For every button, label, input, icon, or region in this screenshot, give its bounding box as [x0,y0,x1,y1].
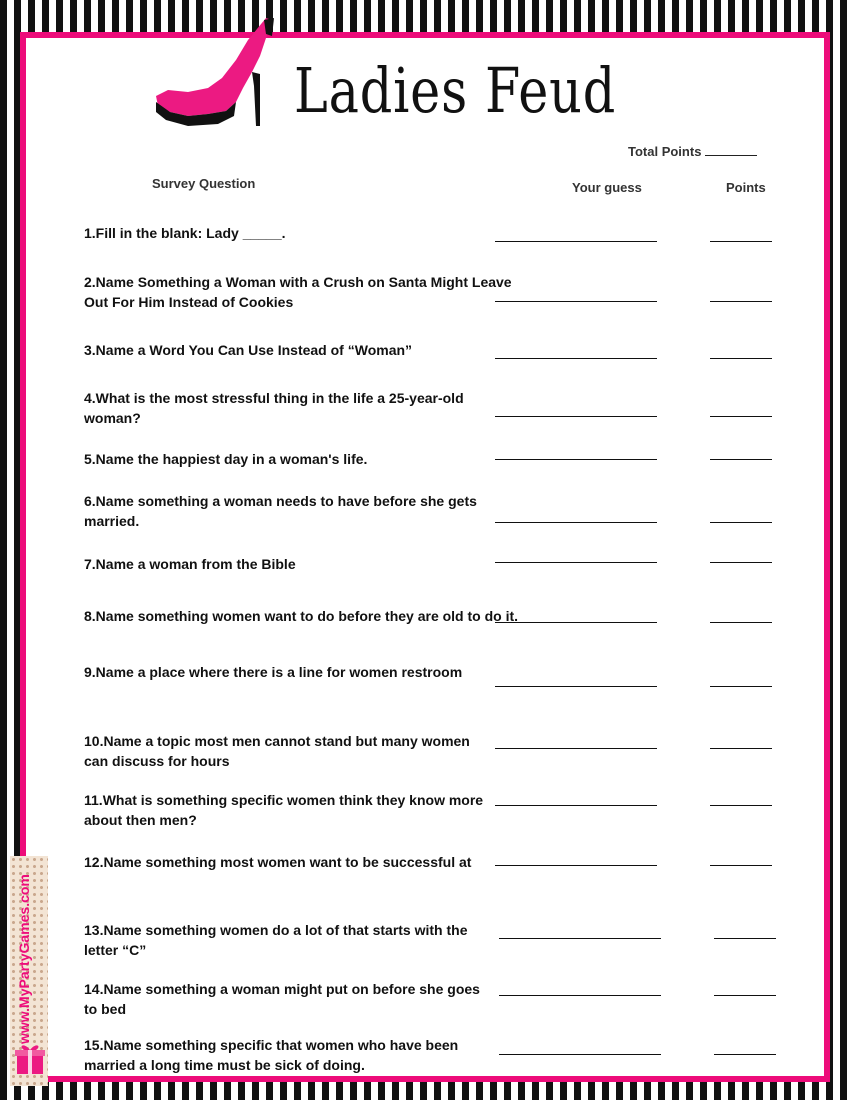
question-11: 11.What is something specific women think they know more about then men? [84,792,484,828]
high-heel-icon [148,16,288,128]
points-line-1[interactable] [710,241,772,242]
guess-line-1[interactable] [495,241,657,242]
header-survey-question: Survey Question [152,176,256,191]
points-line-8[interactable] [710,622,772,623]
page-title: Ladies Feud [294,54,617,127]
points-line-5[interactable] [710,459,772,460]
guess-line-9[interactable] [495,686,657,687]
question-1: 1.Fill in the blank: Lady _____. [84,225,286,241]
points-line-12[interactable] [710,865,772,866]
question-3: 3.Name a Word You Can Use Instead of “Woman” [84,342,413,358]
watermark-text: www.MyPartyGames.com [16,874,32,1044]
points-line-15[interactable] [714,1054,776,1055]
guess-line-13[interactable] [499,938,661,939]
question-9: 9.Name a place where there is a line for women restroom [84,664,463,680]
points-line-6[interactable] [710,522,772,523]
gift-icon [14,1040,46,1076]
question-4: 4.What is the most stressful thing in the life a 25-year-old woman? [84,390,464,426]
guess-line-14[interactable] [499,995,661,996]
question-2: 2.Name Something a Woman with a Crush on Santa Might Leave Out For Him Instead of Cookies [84,274,512,310]
header-points: Points [726,180,766,195]
guess-line-4[interactable] [495,416,657,417]
points-line-9[interactable] [710,686,772,687]
guess-line-11[interactable] [495,805,657,806]
points-line-2[interactable] [710,301,772,302]
question-14: 14.Name something a woman might put on before she goes to bed [84,981,480,1017]
question-8: 8.Name something women want to do before they are old to do it. [84,608,519,624]
points-line-7[interactable] [710,562,772,563]
points-line-11[interactable] [710,805,772,806]
guess-line-8[interactable] [495,622,657,623]
points-line-3[interactable] [710,358,772,359]
guess-line-15[interactable] [499,1054,661,1055]
guess-line-2[interactable] [495,301,657,302]
guess-line-3[interactable] [495,358,657,359]
points-line-14[interactable] [714,995,776,996]
total-points-blank[interactable] [705,144,757,156]
total-points [628,144,757,159]
guess-line-12[interactable] [495,865,657,866]
question-7: 7.Name a woman from the Bible [84,556,296,572]
guess-line-6[interactable] [495,522,657,523]
question-13: 13.Name something women do a lot of that starts with the letter “C” [84,922,468,958]
question-12: 12.Name something most women want to be successful at [84,854,472,870]
points-line-4[interactable] [710,416,772,417]
points-line-13[interactable] [714,938,776,939]
worksheet-card [20,32,830,1082]
guess-line-7[interactable] [495,562,657,563]
guess-line-5[interactable] [495,459,657,460]
guess-line-10[interactable] [495,748,657,749]
question-6: 6.Name something a woman needs to have before she gets married. [84,493,477,529]
question-15: 15.Name something specific that women who have been married a long time must be sick of doing. [84,1037,459,1073]
question-10: 10.Name a topic most men cannot stand but many women can discuss for hours [84,733,470,769]
question-5: 5.Name the happiest day in a woman's life. [84,451,368,467]
points-line-10[interactable] [710,748,772,749]
header-your-guess: Your guess [572,180,642,195]
total-points-label: Total Points [628,144,702,159]
